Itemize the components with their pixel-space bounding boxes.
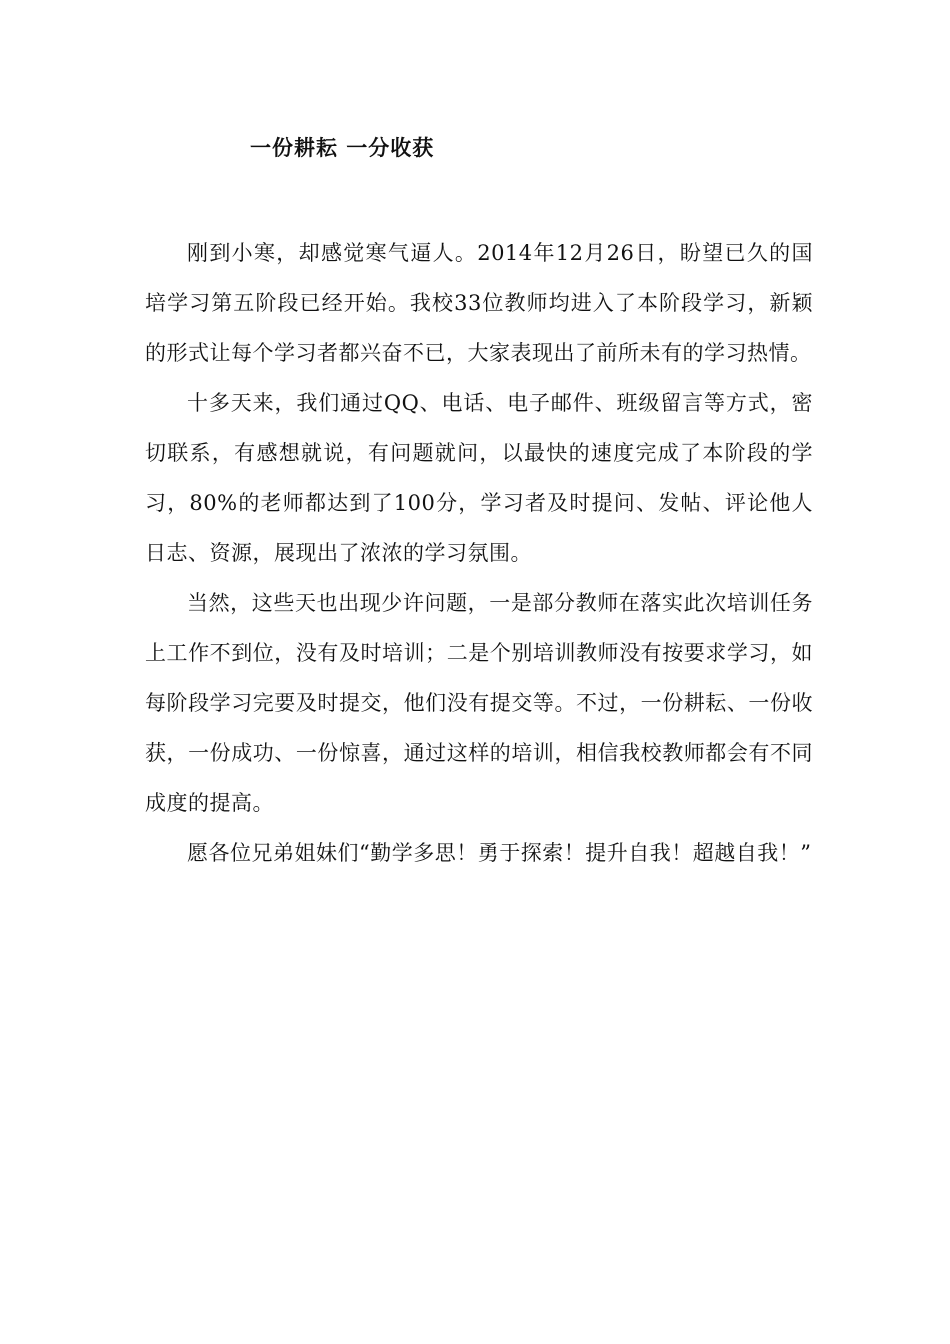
document-body bbox=[145, 228, 813, 878]
paragraph-4: 愿各位兄弟姐妹们“勤学多思！勇于探索！提升自我！超越自我！” bbox=[187, 841, 812, 865]
paragraph-1: 刚到小寒，却感觉寒气逼人。2014年12月26日，盼望已久的国培学习第五阶段已经开始。我校33位教师均进入了本阶段学习，新颖的形式让每个学习者都兴奋不已，大家表现出了前所未有的学习热情。 bbox=[145, 241, 813, 365]
paragraph-2: 十多天来，我们通过QQ、电话、电子邮件、班级留言等方式，密切联系，有感想就说，有问题就问，以最快的速度完成了本阶段的学习，80%的老师都达到了100分，学习者及时提问、发帖、评论他人日志、资源，展现出了浓浓的学习氛围。 bbox=[145, 391, 813, 565]
paragraph-3: 当然，这些天也出现少许问题，一是部分教师在落实此次培训任务上工作不到位，没有及时培训；二是个别培训教师没有按要求学习，如每阶段学习完要及时提交，他们没有提交等。不过，一份耕耘、一份收获，一份成功、一份惊喜，通过这样的培训，相信我校教师都会有不同成度的提高。 bbox=[145, 591, 813, 815]
document-title: 一份耕耘 一分收获 bbox=[250, 135, 435, 160]
